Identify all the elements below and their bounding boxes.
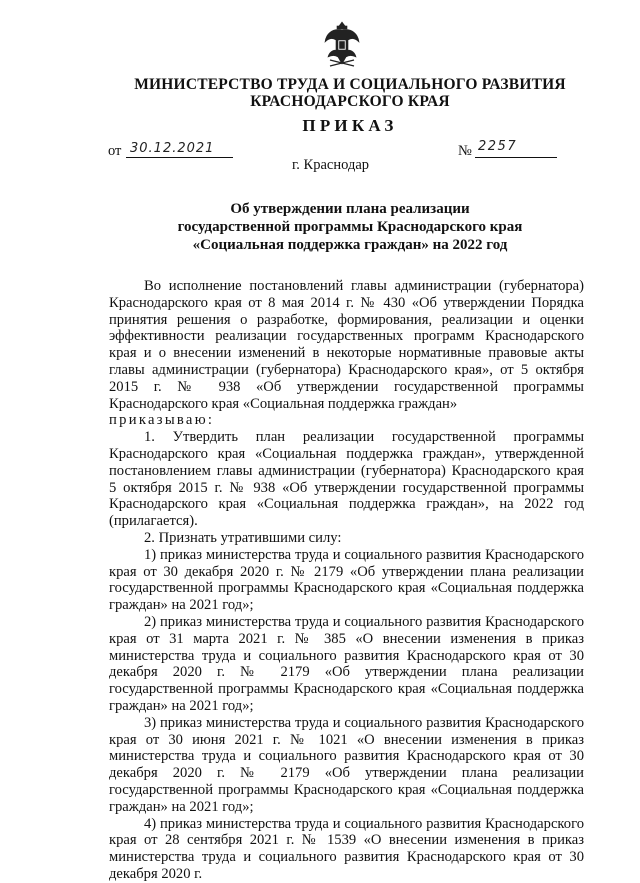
document-title-line1: Об утверждении плана реализации <box>230 201 470 217</box>
number-underline <box>475 157 557 158</box>
number-handwritten: 2257 <box>478 139 518 154</box>
document-type: ПРИКАЗ <box>302 116 398 135</box>
date-handwritten: 30.12.2021 <box>130 141 215 156</box>
krasnodar-coat-of-arms-icon <box>322 20 362 70</box>
item-2-3: 3) приказ министерства труда и социального развития Краснодарского края от 30 июня 2021 г. № 1021 «О внесении изменения в приказ министерства труда и социального развития Краснодарского края от 30 декабря 2020 г. № 2179 «Об утверждении плана реализации государственной программы Краснодарского края «Социальная поддержка граждан» на 2021 год»; <box>109 714 584 815</box>
item-2-1: 1) приказ министерства труда и социального развития Краснодарского края от 30 декабря 2020 г. № 2179 «Об утверждении плана реализации государственной программы Краснодарского края «Социальная поддержка граждан» на 2021 год»; <box>109 546 584 614</box>
item-1: 1. Утвердить план реализации государственной программы Краснодарского края «Социальная поддержка граждан», утвержденной постановлением главы администрации (губернатора) Краснодарского края 5 октября 2015 г. № 938 «Об утверждении государственной программы Краснодарского края «Социальная поддержка граждан», на 2022 год (прилагается). <box>109 429 584 530</box>
date-prefix: от <box>108 143 122 159</box>
document-title-line2: государственной программы Краснодарского края <box>177 219 523 235</box>
ministry-name-line1: МИНИСТЕРСТВО ТРУДА И СОЦИАЛЬНОГО РАЗВИТИЯ <box>134 76 566 93</box>
number-prefix: № <box>458 143 472 159</box>
item-2-4: 4) приказ министерства труда и социального развития Краснодарского края от 28 сентября 2021 г. № 1539 «О внесении изменения в приказ министерства труда и социального развития Краснодарского края от 30 декабря 2020 г. <box>109 815 584 882</box>
document-title-line3: «Социальная поддержка граждан» на 2022 год <box>192 237 508 253</box>
intro-paragraph: Во исполнение постановлений главы администрации (губернатора) Краснодарского края от 8 мая 2014 г. № 430 «Об утверждении Порядка принятия решения о разработке, формирования, реализации и оценки эффективности реализации государственных программ Краснодарского края и о внесении изменений в некоторые нормативные правовые акты главы администрации (губернатора) Краснодарского края», от 5 октября 2015 г. № 938 «Об утверждении государственной программы Краснодарского края «Социальная поддержка граждан» <box>109 278 584 412</box>
city: г. Краснодар <box>292 157 370 173</box>
date-underline <box>126 157 233 158</box>
item-2-2: 2) приказ министерства труда и социального развития Краснодарского края от 31 марта 2021 г. № 385 «О внесении изменения в приказ министерства труда и социального развития Краснодарского края от 30 декабря 2020 г. № 2179 «Об утверждении плана реализации государственной программы Краснодарского края «Социальная поддержка граждан» на 2021 год»; <box>109 613 584 714</box>
prikazyvayu: приказываю: <box>109 412 215 429</box>
item-2: 2. Признать утратившими силу: <box>144 529 342 546</box>
document-body <box>109 278 584 883</box>
ministry-name-line2: КРАСНОДАРСКОГО КРАЯ <box>250 93 450 110</box>
